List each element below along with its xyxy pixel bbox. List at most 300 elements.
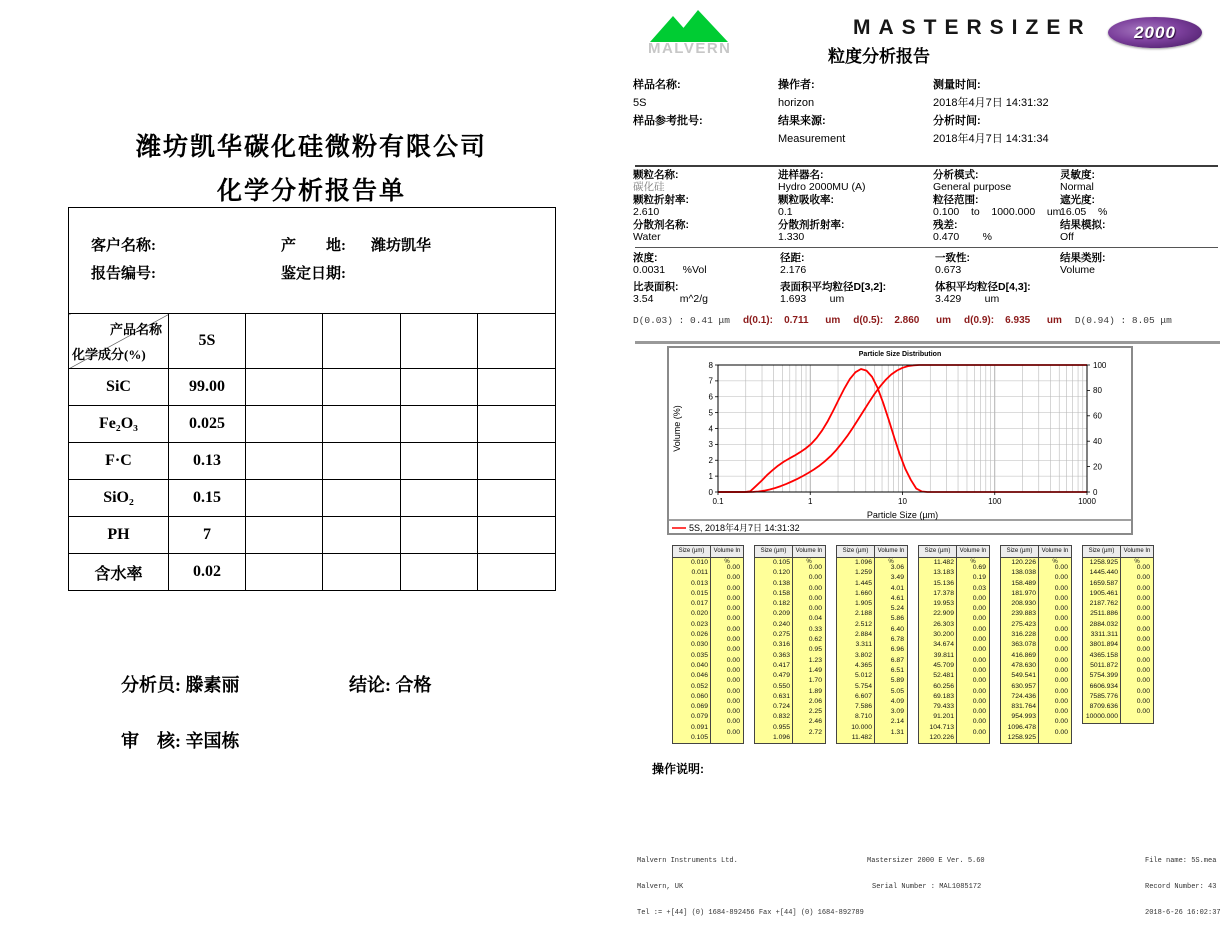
size-cell: 0.035: [690, 651, 708, 659]
volume-cell: 5.89: [890, 677, 904, 685]
size-header: Size (µm): [919, 546, 957, 557]
size-cell: 34.674: [933, 641, 954, 649]
volume-cell: 0.00: [1054, 615, 1068, 623]
size-cell: 17.378: [933, 589, 954, 597]
size-cell: 0.316: [772, 641, 790, 649]
result-source-value: Measurement: [778, 133, 846, 145]
size-cell: 8.710: [854, 713, 872, 721]
size-cell: 10.000: [851, 723, 872, 731]
svg-text:20: 20: [1093, 462, 1102, 472]
size-cell: 1905.461: [1089, 589, 1118, 597]
volume-cell: 0.00: [726, 564, 740, 571]
svg-text:0: 0: [708, 487, 713, 497]
size-header: Size (µm): [1083, 546, 1121, 557]
volume-cell: 0.00: [1054, 625, 1068, 633]
table-row: PH 7: [69, 517, 556, 554]
particle-ri-value: 2.610: [633, 206, 660, 219]
svg-text:80: 80: [1093, 386, 1102, 396]
volume-cell: 0.00: [1136, 677, 1150, 685]
size-cell: 0.417: [772, 661, 790, 669]
size-cell: 1.905: [854, 600, 872, 608]
volume-cell: 0.19: [972, 574, 986, 582]
size-cell: 5754.399: [1089, 672, 1118, 680]
size-cell: 0.363: [772, 651, 790, 659]
svg-text:7: 7: [708, 376, 713, 386]
particle-col-1: [633, 169, 689, 243]
size-cell: 0.955: [772, 723, 790, 731]
size-cell: 6606.934: [1089, 682, 1118, 690]
size-cell: 954.993: [1011, 713, 1036, 721]
svg-text:8: 8: [708, 360, 713, 370]
analysis-model-value: General purpose: [933, 181, 1012, 194]
volume-cell: 0.00: [1054, 584, 1068, 592]
analyst-label: 分析员:: [121, 675, 181, 695]
analysis-model-label: 分析模式:: [933, 169, 979, 181]
size-cell: 416.869: [1011, 651, 1036, 659]
volume-cell: 0.00: [972, 636, 986, 644]
volume-cell: 0.00: [1136, 697, 1150, 705]
size-cell: 0.013: [690, 579, 708, 587]
svg-text:Particle Size Distribution: Particle Size Distribution: [858, 351, 942, 358]
size-cell: 1096.478: [1007, 723, 1036, 731]
footer-version: Mastersizer 2000 E Ver. 5.60 Serial Number : MAL1085172: [867, 857, 985, 891]
svg-text:Volume (%): Volume (%): [672, 405, 682, 452]
size-cell: 0.182: [772, 600, 790, 608]
volume-cell: 0.00: [726, 615, 740, 623]
table-row: SiC 99.00: [69, 369, 556, 406]
size-cell: 15.136: [933, 579, 954, 587]
volume-cell: 0.00: [808, 584, 822, 592]
badge-2000-text: 2000: [1134, 22, 1176, 42]
volume-cell: 0.00: [808, 594, 822, 602]
volume-cell: 0.00: [726, 728, 740, 736]
section-divider-1: [635, 165, 1218, 167]
volume-cell: 0.00: [1054, 605, 1068, 613]
d003: D(0.03) : 0.41 μm: [633, 315, 730, 326]
size-cell: 0.138: [772, 579, 790, 587]
sample-col-1: [633, 76, 703, 148]
volume-cell: 6.40: [890, 625, 904, 633]
volume-cell: 0.00: [726, 697, 740, 705]
size-cell: 0.069: [690, 703, 708, 711]
size-cell: 0.105: [772, 559, 790, 566]
volume-cell: 0.00: [1054, 666, 1068, 674]
volume-header: Volume In %: [713, 548, 741, 565]
size-cell: 69.183: [933, 692, 954, 700]
volume-cell: 0.03: [972, 584, 986, 592]
size-cell: 120.226: [929, 734, 954, 742]
dispersant-label: 分散剂名称:: [633, 218, 689, 231]
size-cell: 724.436: [1011, 692, 1036, 700]
span-label: 径距:: [780, 252, 805, 264]
size-cell: 2.512: [854, 620, 872, 628]
size-cell: 60.256: [933, 682, 954, 690]
volume-cell: 4.61: [890, 594, 904, 602]
measured-time-label: 测量时间:: [933, 79, 981, 91]
report-subtitle: 粒度分析报告: [828, 47, 930, 66]
size-cell: 19.953: [933, 600, 954, 608]
size-range-value: 0.100 to 1000.000 um: [933, 206, 1062, 219]
svg-text:0.1: 0.1: [712, 497, 724, 506]
volume-cell: 1.49: [808, 666, 822, 674]
ssa-value: 3.54 m^2/g: [633, 293, 708, 306]
size-cell: 91.201: [933, 713, 954, 721]
svg-text:Particle Size (µm): Particle Size (µm): [866, 510, 939, 520]
size-cell: 52.481: [933, 672, 954, 680]
table-row: SiO₂ 0.15: [69, 480, 556, 517]
volume-cell: 6.87: [890, 656, 904, 664]
size-cell: 0.158: [772, 589, 790, 597]
volume-cell: 0.00: [1054, 728, 1068, 736]
report-info-box: [68, 207, 556, 314]
size-cell: 13.183: [933, 569, 954, 577]
sensitivity-value: Normal: [1060, 181, 1094, 194]
volume-header: Volume In %: [1123, 548, 1151, 565]
svg-text:4: 4: [708, 424, 713, 434]
volume-cell: 2.46: [808, 718, 822, 726]
volume-cell: 0.62: [808, 636, 822, 644]
result-col-2: [780, 252, 886, 306]
sample-batch-value: [633, 130, 703, 148]
size-cell: 79.433: [933, 703, 954, 711]
size-cell: 0.240: [772, 620, 790, 628]
size-cell: 3311.311: [1090, 631, 1118, 639]
size-cell: 7.586: [854, 703, 872, 711]
size-cell: 5.754: [854, 682, 872, 690]
volume-cell: 0.00: [1136, 646, 1150, 654]
volume-cell: 0.00: [972, 728, 986, 736]
result-col-3: [935, 252, 1031, 306]
volume-cell: 2.72: [808, 728, 822, 736]
size-cell: 1.096: [854, 559, 872, 566]
size-cell: 0.091: [690, 723, 708, 731]
volume-cell: 0.00: [972, 594, 986, 602]
obscuration-value: 16.05 %: [1060, 206, 1108, 219]
d50: d(0.5): 2.860 um: [853, 315, 952, 326]
conclusion-line: [340, 650, 432, 697]
percentile-row: [633, 315, 1193, 326]
volume-cell: 0.00: [1136, 605, 1150, 613]
volume-cell: 0.00: [1136, 708, 1150, 716]
volume-cell: 0.00: [1054, 718, 1068, 726]
size-cell: 8709.636: [1089, 703, 1118, 711]
table-corner-cell: [69, 314, 169, 369]
volume-cell: 0.00: [972, 646, 986, 654]
size-table-3: [836, 545, 908, 744]
volume-cell: 0.00: [726, 625, 740, 633]
report-title: 化学分析报告单: [216, 178, 406, 205]
result-unit-value: Volume: [1060, 264, 1096, 277]
svg-text:100: 100: [1093, 360, 1107, 370]
span-value: 2.176: [780, 264, 807, 277]
volume-cell: 0.00: [972, 687, 986, 695]
size-cell: 2.188: [854, 610, 872, 618]
volume-cell: 5.24: [890, 605, 904, 613]
size-cell: 1659.587: [1089, 579, 1118, 587]
mastersizer-wordmark: MASTERSIZER: [853, 16, 1092, 39]
sample-col-2: [778, 76, 845, 148]
volume-cell: 0.00: [726, 666, 740, 674]
particle-name-value: 碳化硅: [633, 181, 665, 194]
particle-col-2: [778, 169, 866, 243]
volume-cell: 0.00: [1054, 656, 1068, 664]
volume-cell: 0.00: [972, 605, 986, 613]
size-cell: 3.311: [855, 641, 872, 649]
size-cell: 0.020: [690, 610, 708, 618]
size-cell: 5.012: [854, 672, 872, 680]
table-row: F·C 0.13: [69, 443, 556, 480]
svg-text:60: 60: [1093, 411, 1102, 421]
volume-cell: 0.00: [972, 677, 986, 685]
svg-text:0: 0: [1093, 487, 1098, 497]
simulation-value: Off: [1060, 230, 1074, 243]
size-cell: 11.482: [851, 734, 872, 742]
volume-cell: 0.95: [808, 646, 822, 654]
volume-cell: 0.00: [808, 564, 822, 571]
svg-text:1000: 1000: [1078, 497, 1096, 506]
size-cell: 7585.776: [1089, 692, 1118, 700]
size-cell: 0.079: [690, 713, 708, 721]
size-cell: 0.017: [690, 600, 708, 608]
volume-cell: 0.00: [726, 646, 740, 654]
size-cell: 2884.032: [1089, 620, 1118, 628]
logo-wordmark: MALVERN: [648, 40, 730, 56]
size-cell: 208.930: [1011, 600, 1036, 608]
volume-cell: 6.78: [890, 636, 904, 644]
size-cell: 181.970: [1011, 589, 1036, 597]
particle-name-label: 颗粒名称:: [633, 169, 679, 181]
size-cell: 0.105: [690, 734, 708, 742]
volume-cell: 0.00: [972, 615, 986, 623]
conclusion-label: 结论:: [349, 675, 391, 695]
size-header: Size (µm): [837, 546, 875, 557]
volume-header: Volume In %: [877, 548, 905, 565]
accessory-label: 进样器名:: [778, 169, 824, 181]
ssa-label: 比表面积:: [633, 280, 679, 293]
size-cell: 0.010: [690, 559, 708, 566]
reviewer-label: 审 核:: [121, 731, 181, 751]
volume-cell: 0.00: [726, 594, 740, 602]
size-cell: 1258.925: [1007, 734, 1036, 742]
analyst-line: [112, 650, 240, 697]
footer-company: Malvern Instruments Ltd. Malvern, UK Tel := +[44] (0) 1684-892456 Fax +[44] (0) 1684-892789: [637, 857, 864, 917]
svg-text:40: 40: [1093, 437, 1102, 446]
volume-cell: 3.09: [890, 708, 904, 716]
volume-cell: 6.51: [890, 666, 904, 674]
size-cell: 5011.872: [1090, 661, 1118, 669]
volume-cell: 0.00: [1054, 646, 1068, 654]
svg-text:1: 1: [708, 471, 713, 481]
d90: d(0.9): 6.935 um: [964, 315, 1062, 326]
residual-value: 0.470 %: [933, 230, 992, 243]
size-cell: 2511.886: [1090, 610, 1118, 618]
size-cell: 10000.000: [1085, 713, 1118, 721]
size-cell: 138.038: [1011, 569, 1036, 577]
volume-cell: 5.05: [890, 687, 904, 695]
size-cell: 316.228: [1011, 631, 1036, 639]
size-cell: 0.479: [772, 672, 790, 680]
product-name-cell: 5S: [169, 314, 246, 369]
size-cell: 0.550: [772, 682, 790, 690]
svg-text:5: 5: [708, 408, 713, 418]
volume-cell: 0.00: [726, 718, 740, 726]
size-cell: 158.489: [1011, 579, 1036, 587]
volume-cell: 1.89: [808, 687, 822, 695]
operator-value: horizon: [778, 97, 815, 109]
size-table-2: [754, 545, 826, 744]
origin-value: 潍坊凯华: [371, 238, 432, 254]
size-cell: 0.275: [772, 631, 790, 639]
size-cell: 0.052: [690, 682, 708, 690]
size-cell: 30.200: [933, 631, 954, 639]
volume-cell: 0.33: [808, 625, 822, 633]
size-cell: 363.078: [1011, 641, 1036, 649]
volume-cell: 0.00: [808, 574, 822, 582]
operator-label: 操作者:: [778, 79, 815, 91]
volume-cell: 0.00: [726, 656, 740, 664]
analysed-time-label: 分析时间:: [933, 115, 981, 127]
volume-cell: 2.06: [808, 697, 822, 705]
svg-text:1: 1: [808, 497, 813, 506]
volume-cell: 0.00: [1054, 574, 1068, 582]
uniformity-label: 一致性:: [935, 252, 970, 264]
d094: D(0.94) : 8.05 μm: [1074, 315, 1172, 326]
particle-col-4: [1060, 169, 1107, 243]
volume-cell: 0.00: [726, 677, 740, 685]
volume-cell: 0.00: [1054, 687, 1068, 695]
volume-cell: 1.70: [808, 677, 822, 685]
volume-cell: 1.23: [808, 656, 822, 664]
analysed-time-value: 2018年4月7日 14:31:34: [933, 133, 1049, 145]
volume-cell: 2.25: [808, 708, 822, 716]
concentration-label: 浓度:: [633, 252, 658, 264]
simulation-label: 结果模拟:: [1060, 218, 1106, 231]
volume-cell: 5.86: [890, 615, 904, 623]
volume-cell: 0.00: [972, 625, 986, 633]
size-cell: 39.811: [933, 651, 954, 659]
absorption-label: 颗粒吸收率:: [778, 193, 834, 206]
size-cell: 0.015: [690, 589, 708, 597]
company-title: 潍坊凯华碳化硅微粉有限公司: [135, 134, 487, 161]
size-cell: 3.802: [854, 651, 872, 659]
size-cell: 239.883: [1011, 610, 1036, 618]
svg-text:2: 2: [708, 456, 713, 466]
result-col-4: [1060, 252, 1106, 277]
volume-cell: 4.01: [890, 584, 904, 592]
corner-component-label: 化学成分(%): [72, 347, 146, 362]
size-cell: 1.660: [854, 589, 872, 597]
volume-cell: 6.96: [890, 646, 904, 654]
size-cell: 831.764: [1011, 703, 1036, 711]
volume-cell: 0.00: [1136, 615, 1150, 623]
date-label: 鉴定日期:: [281, 266, 346, 282]
origin-label: 产 地:: [281, 238, 346, 254]
corner-product-label: 产品名称: [109, 322, 162, 337]
volume-cell: 0.00: [1136, 625, 1150, 633]
size-cell: 120.226: [1011, 559, 1036, 566]
volume-cell: 0.00: [726, 687, 740, 695]
size-cell: 104.713: [929, 723, 954, 731]
volume-cell: 0.00: [1136, 564, 1150, 571]
malvern-logo: [646, 6, 742, 56]
size-table-4: [918, 545, 990, 744]
volume-cell: 0.00: [972, 708, 986, 716]
volume-cell: 2.14: [890, 718, 904, 726]
uniformity-value: 0.673: [935, 264, 962, 277]
size-cell: 0.209: [772, 610, 790, 618]
analyst-name: 滕素丽: [185, 675, 240, 695]
size-cell: 1.259: [854, 569, 872, 577]
d10: d(0.1): 0.711 um: [742, 315, 841, 326]
sensitivity-label: 灵敏度:: [1060, 169, 1095, 181]
size-cell: 0.631: [772, 692, 790, 700]
volume-cell: 0.00: [972, 718, 986, 726]
size-cell: 2187.762: [1089, 600, 1118, 608]
volume-cell: 4.09: [890, 697, 904, 705]
table-row: Fe₂O₃ 0.025: [69, 406, 556, 443]
size-cell: 1.096: [772, 734, 790, 742]
dispersant-value: Water: [633, 230, 661, 243]
section-divider-2: [635, 247, 1218, 248]
size-cell: 0.026: [690, 631, 708, 639]
particle-size-chart: [667, 346, 1133, 535]
notes-label: 操作说明:: [652, 762, 704, 776]
result-source-label: 结果来源:: [778, 115, 826, 127]
volume-header: Volume In %: [1041, 548, 1069, 565]
svg-text:5S, 2018年4月7日 14:31:32: 5S, 2018年4月7日 14:31:32: [689, 523, 800, 533]
volume-cell: 0.00: [1136, 656, 1150, 664]
concentration-value: 0.0031 %Vol: [633, 264, 707, 277]
dispersant-ri-value: 1.330: [778, 230, 805, 243]
size-table-6: [1082, 545, 1154, 724]
result-col-1: [633, 252, 708, 306]
volume-cell: 0.00: [1136, 687, 1150, 695]
particle-col-3: [933, 169, 1061, 243]
size-header: Size (µm): [673, 546, 711, 557]
svg-text:3: 3: [708, 440, 713, 450]
volume-cell: 0.00: [972, 656, 986, 664]
thick-divider: [635, 341, 1220, 344]
size-cell: 0.724: [772, 703, 790, 711]
size-cell: 26.303: [933, 620, 954, 628]
size-cell: 478.630: [1011, 661, 1036, 669]
volume-cell: 0.00: [1054, 708, 1068, 716]
sample-batch-label: 样品参考批号:: [633, 115, 703, 127]
volume-cell: 0.69: [972, 564, 986, 571]
size-cell: 11.482: [933, 559, 954, 566]
accessory-value: Hydro 2000MU (A): [778, 181, 866, 194]
particle-ri-label: 颗粒折射率:: [633, 193, 689, 206]
customer-label: 客户名称:: [91, 238, 156, 254]
sample-name-value: 5S: [633, 97, 647, 109]
table-row: 含水率 0.02: [69, 554, 556, 591]
size-table-1: [672, 545, 744, 744]
size-cell: 45.709: [933, 661, 954, 669]
residual-label: 残差:: [933, 218, 958, 231]
size-table-5: [1000, 545, 1072, 744]
volume-cell: 0.00: [1054, 697, 1068, 705]
size-cell: 275.423: [1011, 620, 1036, 628]
size-cell: 22.909: [933, 610, 954, 618]
d43-value: 3.429 um: [935, 293, 1000, 306]
svg-text:6: 6: [708, 392, 713, 402]
size-cell: 0.832: [772, 713, 790, 721]
volume-cell: 0.04: [808, 615, 822, 623]
chem-analysis-table: [68, 313, 556, 591]
size-cell: 0.060: [690, 692, 708, 700]
svg-text:10: 10: [898, 497, 907, 506]
sample-name-label: 样品名称:: [633, 79, 681, 91]
